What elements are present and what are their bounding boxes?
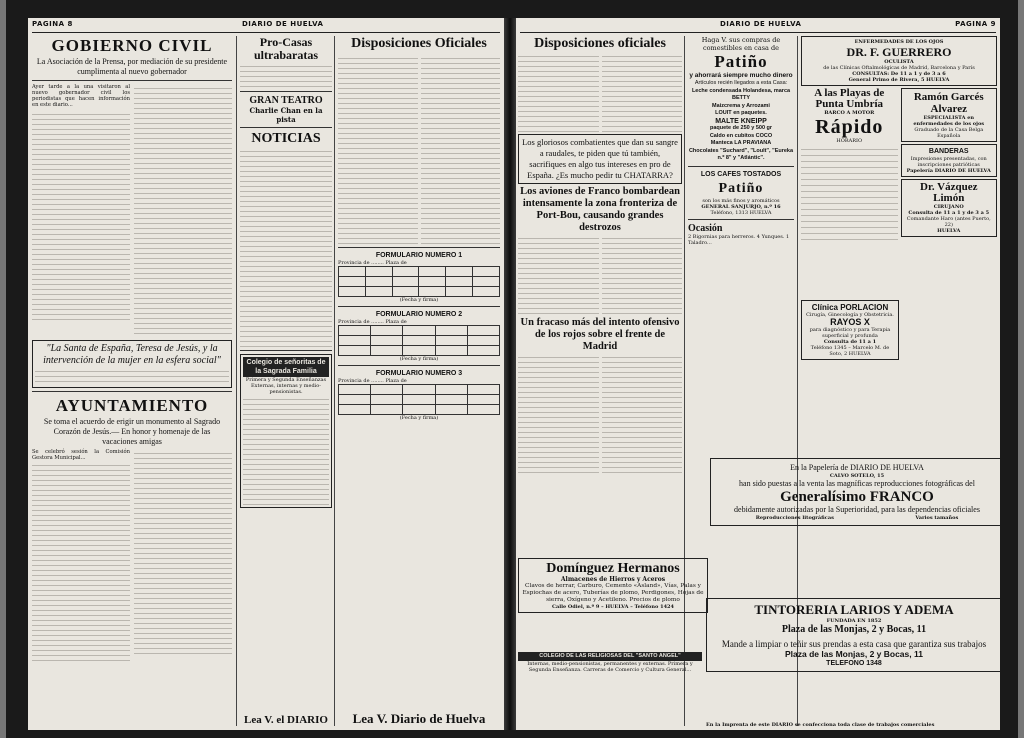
ocasion-title: Ocasión — [688, 222, 723, 234]
book-gutter — [504, 18, 516, 730]
gobierno-title: GOBIERNO CIVIL — [51, 36, 213, 55]
chatarra-text: Los gloriosos combatientes que dan su sangre a raudales, te piden que tú también, sacrifiques en algo tus intereses en pro de España. ¿Es mucho pedir tu CHATARRA? — [522, 137, 678, 180]
playas-horario: HORARIO — [836, 138, 863, 144]
dominguez-detail: Clavos de herrar, Carburo, Cemento «Asland», Vías, Palas y Espiochas de acero, Tuberías de plomo, Perdigones, Hojas de sierra, Oxígeno y Acetileno. Precios de plomo — [522, 583, 704, 603]
tintoreria-fundada: FUNDADA EN 1852 — [826, 618, 882, 624]
guerrero-role: OCULISTA — [884, 59, 914, 65]
disposiciones-column: Disposiciones Oficiales FORMULARIO NUMERO 1 Provincia de ........ Plaza de (Fecha y firma) FORMULARIO NUMERO 2 Provincia de ........ Plaza de (Fecha y firma) FORMULARIO NUMERO 3 Provincia de ........ Plaza de (Fecha y firma) Lea V. Diario de Huelva — [338, 36, 500, 726]
disposiciones-right-title: Disposiciones oficiales — [534, 36, 666, 51]
top-ads-column — [801, 36, 997, 276]
vazquez-consulta: Consulta de 11 a 1 y de 3 a 5 — [908, 210, 990, 216]
tintoreria-address2: Plaza de las Monjas, 2 y Bocas, 11 — [785, 649, 923, 659]
clinica-consulta: Consulta de 11 a 1 — [823, 339, 877, 345]
clinica-role: Cirugía, Ginecología y Obstetricia. — [806, 312, 894, 318]
gran-teatro-title: GRAN TEATRO — [249, 95, 323, 106]
franco-line4: debidamente autorizadas por la Superioridad, para las dependencias oficiales — [734, 505, 980, 514]
news-column — [518, 36, 682, 726]
patino-hagase: Haga V. sus compras de comestibles en casa de — [701, 36, 781, 52]
ayuntamiento-title: AYUNTAMIENTO — [55, 396, 209, 415]
banderas-detail: Impresiones presentadas, con inscripciones patrióticas — [910, 156, 987, 168]
guerrero-detail: de las Clínicas Oftalmológicas de Madrid, Barcelona y París — [823, 65, 975, 71]
guerrero-ad — [801, 36, 997, 86]
patino-cafes: LOS CAFES TOSTADOS — [700, 170, 782, 178]
banderas-title: BANDERAS — [928, 148, 969, 155]
ramon-name: Ramón Garcés Alvarez — [913, 91, 984, 115]
right-page — [516, 18, 1000, 730]
playas-barco: BARCO A MOTOR — [824, 110, 875, 116]
franco-ad — [710, 458, 1000, 526]
guerrero-heading: ENFERMEDADES DE LOS OJOS — [854, 39, 944, 45]
ayuntamiento-body-col1 — [32, 449, 130, 661]
left-page-number: PAGINA 8 — [32, 20, 73, 28]
guerrero-address: General Primo de Rivera, 5 HUELVA — [848, 77, 950, 83]
ramon-detail: Graduado de la Casa Belga Española — [914, 127, 984, 139]
formulario-1: FORMULARIO NUMERO 1 — [375, 252, 463, 259]
patino-name-2: Patiño — [718, 180, 764, 196]
form3-provincia: Provincia de — [338, 378, 370, 384]
franco-line1: En la Papelería de DIARIO DE HUELVA — [790, 463, 924, 472]
patino-name: Patiño — [714, 52, 768, 71]
colegio-angel-ad — [518, 652, 702, 673]
gobierno-body: Ayer tarde a la una visitaron al nuevo gobernador civil los periodistas que hacen información en este diario... — [32, 84, 130, 109]
form1-provincia: Provincia de — [338, 260, 370, 266]
form3-plaza: Plaza de — [385, 378, 407, 384]
right-page-number: PAGINA 9 — [955, 20, 996, 28]
gobierno-body-col2 — [134, 84, 232, 334]
clinica-detail: para diagnóstico y para Terapia superficial y profunda — [809, 327, 891, 339]
ramon-role: ESPECIALISTA en enfermedades de los ojos — [913, 115, 985, 127]
chatarra-box — [518, 134, 682, 184]
left-paper-name: DIARIO DE HUELVA — [242, 20, 324, 28]
banderas-papeleria: Papelería DIARIO DE HUELVA — [906, 168, 991, 174]
colegio-angel-detail: Internas, medio-pensionistas, permanentes y externas. Primera y Segunda Enseñanza. Carreras de Comercio y Cultura General... — [527, 661, 693, 673]
patino-item-3: LOUIT en paquetes. — [715, 110, 767, 116]
tintoreria-name: TINTORERIA LARIOS Y ADEMA — [754, 602, 954, 617]
dominguez-ad — [518, 558, 708, 613]
franco-line2: CALVO SOTELO, 15 — [829, 473, 885, 479]
ads-column — [240, 36, 332, 726]
patino-item-4: MALTE KNEIPP — [715, 117, 767, 125]
clinica-rayos: RAYOS X — [830, 317, 870, 327]
formulario-2-table — [338, 325, 500, 356]
left-page-header — [32, 20, 500, 33]
form2-provincia: Provincia de — [338, 319, 370, 325]
lea-diario-bottom: Lea V. Diario de Huelva — [352, 711, 486, 726]
formulario-3-table — [338, 384, 500, 415]
playas-title: A las Playas de Punta Umbría — [814, 87, 885, 110]
right-paper-name: DIARIO DE HUELVA — [720, 20, 802, 28]
formulario-2: FORMULARIO NUMERO 2 — [375, 311, 463, 318]
tintoreria-address: Plaza de las Monjas, 2 y Bocas, 11 — [781, 624, 927, 635]
patino-item-5: paquete de 250 y 500 gr — [709, 125, 773, 131]
patino-item-7: Manteca LA PRAVIANA — [710, 140, 772, 146]
gobierno-body-col1 — [32, 84, 130, 334]
formulario-1-table — [338, 266, 500, 297]
vazquez-name: Dr. Vázquez Limón — [920, 181, 978, 204]
colegio-ad — [240, 354, 332, 508]
tintoreria-mande: Mande a limpiar o teñir sus prendas a esta casa que garantiza sus trabajos — [721, 639, 987, 649]
franco-name: Generalísimo FRANCO — [780, 489, 934, 505]
ramon-ad — [901, 88, 998, 240]
patino-address: GENERAL SANJURJO, n.º 16 — [701, 203, 781, 210]
tintoreria-telefono: TELEFONO 1348 — [826, 660, 882, 667]
fracaso-title: Un fracaso más del intento ofensivo de los rojos sobre el frente de Madrid — [520, 317, 680, 352]
ayuntamiento-body: Se celebró sesión la Comisión Gestora Municipal... — [32, 449, 130, 462]
playas-ad — [801, 88, 898, 240]
patino-item-2: Maizcrema y Arrozami — [712, 102, 770, 109]
colegio-angel-title: COLEGIO DE LAS RELIGIOSAS DEL "SANTO ANGEL" — [518, 652, 702, 661]
ocasion-body: 2 Bigornias para herreros. 4 Yunques. 1 Taladro... — [688, 233, 790, 246]
tintoreria-ad — [706, 598, 1000, 672]
santa-teresa-box — [32, 340, 232, 388]
form2-fecha: (Fecha y firma) — [399, 356, 439, 362]
dominguez-tag: Almacenes de Hierros y Aceros — [560, 576, 666, 583]
left-page — [28, 18, 504, 730]
form3-fecha: (Fecha y firma) — [399, 415, 439, 421]
vazquez-address: Comandante Haro (antes Puerto, 22) — [906, 216, 991, 228]
form1-plaza: Plaza de — [385, 260, 407, 266]
gobierno-column — [32, 36, 232, 726]
colegio-body: Primera y Segunda Enseñanzas Externas, internas y medio-pensionistas. — [245, 377, 327, 395]
vazquez-role: CIRUJANO — [933, 204, 964, 210]
vazquez-city: HUELVA — [937, 228, 961, 234]
patino-telefono: Teléfono, 1313 HUELVA — [710, 209, 772, 216]
clinica-name: Clínica PORLACION — [811, 303, 889, 312]
disposiciones-title: Disposiciones Oficiales — [351, 36, 487, 51]
franco-line5: Reproducciones litográficas — [755, 515, 834, 521]
patino-cafes-tag: son los más finos y aromáticos — [702, 197, 780, 204]
dominguez-address: Calle Odiel, n.º 9 – HUELVA – Teléfono 1424 — [551, 604, 675, 610]
clinica-telefono: Teléfono 1345 – Marcelo M. de Soto, 2 HUELVA — [810, 345, 890, 357]
dominguez-name: Domínguez Hermanos — [546, 561, 680, 576]
noticias-title: NOTICIAS — [251, 131, 321, 146]
clinica-ad — [801, 300, 899, 360]
franco-line6: Varios tamaños — [915, 515, 959, 521]
colegio-title: Colegio de señoritas de la Sagrada Familia — [243, 357, 329, 377]
form1-fecha: (Fecha y firma) — [399, 297, 439, 303]
form2-plaza: Plaza de — [385, 319, 407, 325]
formulario-3: FORMULARIO NUMERO 3 — [375, 370, 463, 377]
procasas-title: Pro-Casas ultrabaratas — [254, 36, 318, 62]
patino-item-8: Chocolates "Suchard", "Loult", "Eureka n.º 8" y "Atlántic". — [688, 147, 794, 161]
patino-item-1: Leche condensada Holandesa, marca BETTY — [691, 87, 791, 101]
aviones-title: Los aviones de Franco bombardean intensamente la zona fronteriza de Port-Bou, causando grandes destrozos — [520, 186, 680, 233]
guerrero-consultas: CONSULTAS: De 11 a 1 y de 3 a 6 — [852, 71, 946, 77]
charlie-chan: Charlie Chan en la pista — [249, 106, 323, 124]
franco-line3: han sido puestas a la venta las magníficas reproducciones fotográficas del — [739, 479, 975, 488]
right-footer: En la Imprenta de este DIARIO se confecciona toda clase de trabajos comerciales — [706, 722, 935, 728]
right-page-header — [520, 20, 996, 33]
playas-name: Rápido — [815, 116, 884, 138]
lea-diario-left: Lea V. el DIARIO — [244, 714, 328, 726]
gobierno-subtitle: La Asociación de la Prensa, por mediación de su presidente cumplimenta al nuevo gobernador — [36, 57, 228, 76]
ayuntamiento-body-col2 — [134, 449, 232, 661]
patino-item-0: Artículos recién llegados a esta Casa: — [694, 80, 788, 86]
ayuntamiento-subtitle: Se toma el acuerdo de erigir un monumento al Sagrado Corazón de Jesús.— En honor y homenaje de las vacaciones amigas — [43, 417, 221, 446]
patino-item-6: Caldo en cubitos COCO — [709, 132, 773, 139]
guerrero-name: DR. F. GUERRERO — [846, 45, 952, 59]
santa-teresa-quote: "La Santa de España, Teresa de Jesús, y la intervención de la mujer en la esfera social" — [43, 343, 221, 366]
patino-tag: y ahorrará siempre mucho dinero — [689, 72, 793, 79]
